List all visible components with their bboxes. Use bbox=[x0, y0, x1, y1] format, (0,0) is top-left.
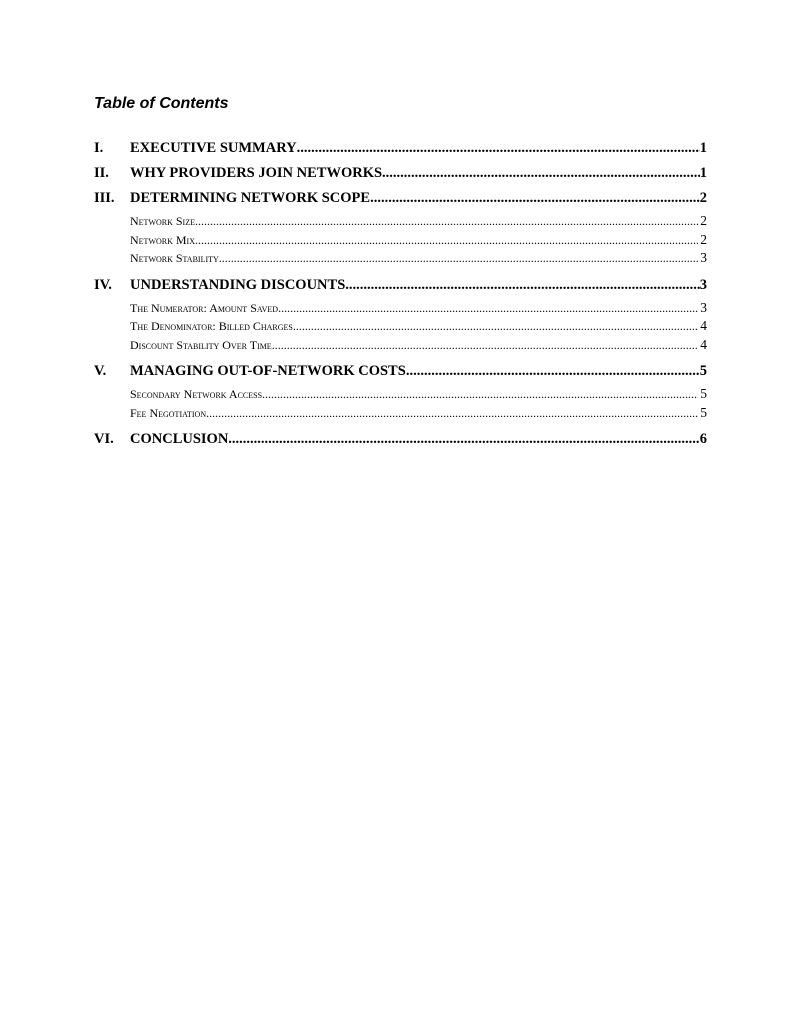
section-title: MANAGING OUT-OF-NETWORK COSTS bbox=[130, 363, 406, 379]
dot-leader bbox=[293, 319, 698, 334]
toc-main-row[interactable] bbox=[94, 190, 707, 207]
subsection-title: Network Stability bbox=[130, 251, 219, 265]
page-number: 2 bbox=[700, 213, 707, 228]
section-title: UNDERSTANDING DISCOUNTS bbox=[130, 276, 346, 293]
dot-leader bbox=[406, 363, 700, 380]
page-number: 2 bbox=[700, 231, 707, 247]
section-number: VI. bbox=[94, 431, 114, 447]
toc-sub-row[interactable] bbox=[130, 300, 707, 319]
toc-entry-conclusion bbox=[94, 431, 707, 448]
dot-leader bbox=[195, 233, 698, 248]
subsection-title: Network Mix bbox=[130, 232, 195, 247]
section-title: EXECUTIVE SUMMARY bbox=[130, 140, 297, 156]
toc-main-row[interactable] bbox=[94, 277, 707, 294]
toc-sub-row[interactable] bbox=[130, 318, 707, 337]
page-number: 5 bbox=[699, 363, 707, 379]
section-title: WHY PROVIDERS JOIN NETWORKS bbox=[130, 165, 383, 181]
toc-main-row[interactable] bbox=[94, 140, 707, 157]
toc-sub-row[interactable] bbox=[130, 386, 707, 405]
dot-leader bbox=[297, 140, 700, 157]
section-number: IV. bbox=[94, 276, 112, 293]
section-title: CONCLUSION bbox=[130, 431, 229, 447]
dot-leader bbox=[206, 406, 698, 421]
toc-entry-managing-out-of-network-costs bbox=[94, 363, 707, 423]
subsection-list bbox=[130, 300, 707, 356]
section-title: DETERMINING NETWORK SCOPE bbox=[130, 190, 371, 206]
dot-leader bbox=[228, 431, 699, 448]
toc-sub-row[interactable] bbox=[130, 213, 707, 232]
dot-leader bbox=[278, 301, 698, 316]
dot-leader bbox=[219, 251, 698, 266]
page-number: 5 bbox=[700, 404, 707, 420]
page-number: 5 bbox=[700, 386, 707, 401]
toc-entry-determining-network-scope bbox=[94, 190, 707, 269]
toc-entry-executive-summary bbox=[94, 140, 707, 157]
toc-entry-understanding-discounts bbox=[94, 277, 707, 356]
document-page bbox=[94, 95, 707, 456]
page-number: 3 bbox=[700, 250, 707, 265]
subsection-title: The Denominator: Billed Charges bbox=[130, 319, 293, 333]
page-number: 2 bbox=[699, 190, 707, 206]
toc-heading: Table of Contents bbox=[94, 95, 229, 112]
subsection-list bbox=[130, 213, 707, 269]
dot-leader bbox=[262, 387, 698, 402]
page-number: 1 bbox=[699, 140, 707, 156]
toc-sub-row[interactable] bbox=[130, 337, 707, 356]
page-number: 4 bbox=[700, 318, 707, 333]
toc-main-row[interactable] bbox=[94, 363, 707, 380]
page-number: 6 bbox=[699, 431, 707, 447]
dot-leader bbox=[370, 190, 700, 207]
dot-leader bbox=[272, 338, 699, 353]
dot-leader bbox=[382, 165, 700, 182]
toc-entry-why-providers-join-networks bbox=[94, 165, 707, 182]
toc-sub-row[interactable] bbox=[130, 405, 707, 424]
section-number: I. bbox=[94, 140, 104, 156]
toc-list bbox=[94, 140, 707, 448]
subsection-title: Secondary Network Access bbox=[130, 387, 263, 401]
page-number: 1 bbox=[699, 165, 707, 181]
toc-sub-row[interactable] bbox=[130, 232, 707, 251]
page-number: 3 bbox=[700, 299, 707, 315]
section-number: III. bbox=[94, 190, 115, 206]
subsection-list bbox=[130, 386, 707, 423]
page-number: 4 bbox=[700, 336, 707, 352]
toc-main-row[interactable] bbox=[94, 165, 707, 182]
subsection-title: Fee Negotiation bbox=[130, 405, 207, 420]
section-number: V. bbox=[94, 363, 107, 379]
toc-sub-row[interactable] bbox=[130, 250, 707, 269]
page-number: 3 bbox=[699, 276, 707, 293]
subsection-title: Network Size bbox=[130, 214, 195, 228]
toc-main-row[interactable] bbox=[94, 431, 707, 448]
subsection-title: The Numerator: Amount Saved bbox=[130, 300, 279, 315]
section-number: II. bbox=[94, 165, 109, 181]
dot-leader bbox=[345, 277, 699, 294]
subsection-title: Discount Stability Over Time bbox=[130, 337, 272, 352]
dot-leader bbox=[195, 214, 698, 229]
